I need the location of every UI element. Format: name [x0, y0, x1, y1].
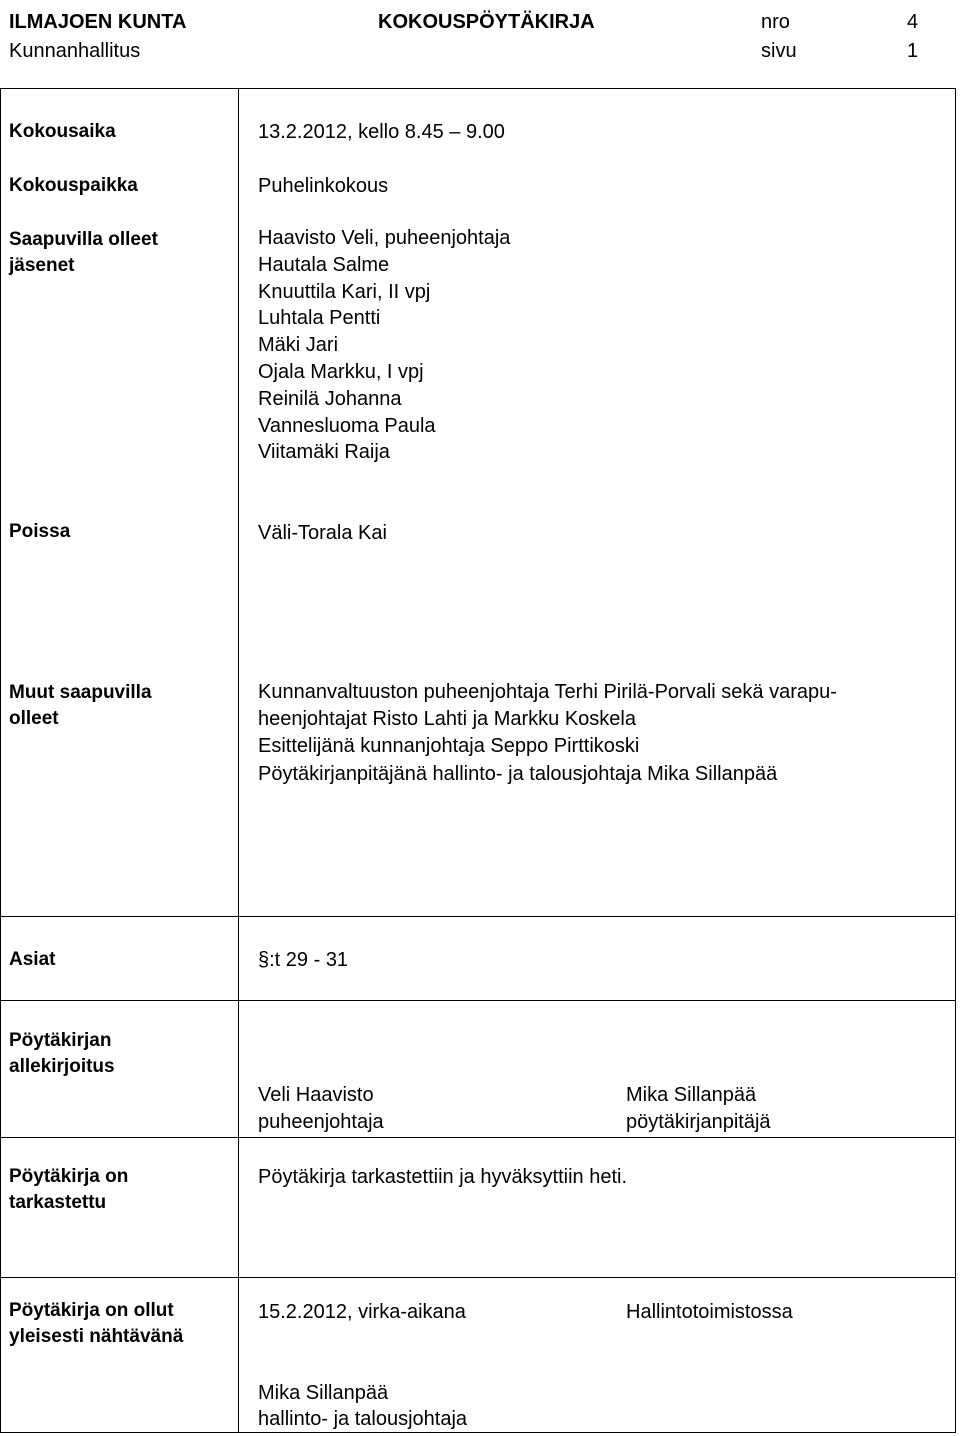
page-label: sivu	[761, 40, 797, 62]
row-divider	[0, 1277, 956, 1278]
row-divider	[0, 1137, 956, 1138]
public-display-signer-title: hallinto- ja talousjohtaja	[258, 1408, 468, 1430]
others-line: Pöytäkirjanpitäjänä hallinto- ja talousjohtaja Mika Sillanpää	[258, 762, 778, 785]
others-label-cont: olleet	[9, 708, 59, 729]
member-item: Hautala Salme	[258, 253, 390, 276]
chair-name: Veli Haavisto	[258, 1084, 374, 1106]
meeting-time-label: Kokousaika	[9, 121, 116, 142]
document-type: KOKOUSPÖYTÄKIRJA	[378, 11, 595, 33]
number-label: nro	[761, 11, 790, 33]
column-divider	[238, 88, 239, 1433]
public-display-signer-name: Mika Sillanpää	[258, 1382, 389, 1404]
member-item: Mäki Jari	[258, 334, 339, 357]
public-display-date: 15.2.2012, virka-aikana	[258, 1301, 466, 1323]
others-line: Esittelijänä kunnanjohtaja Seppo Pirttikoski	[258, 735, 640, 758]
row-divider	[0, 916, 956, 917]
meeting-time-value: 13.2.2012, kello 8.45 – 9.00	[258, 121, 505, 143]
others-text	[258, 679, 837, 788]
public-display-place: Hallintotoimistossa	[626, 1301, 793, 1323]
public-display-label-cont: yleisesti nähtävänä	[9, 1326, 184, 1347]
matters-label: Asiat	[9, 949, 56, 970]
number-value: 4	[907, 11, 919, 33]
page-number: 1	[907, 40, 919, 62]
member-item: Vannesluoma Paula	[258, 414, 436, 437]
secretary-role: pöytäkirjanpitäjä	[626, 1111, 771, 1133]
member-item: Reinilä Johanna	[258, 387, 402, 410]
members-list	[258, 225, 510, 466]
public-display-label: Pöytäkirja on ollut	[9, 1300, 174, 1321]
member-item: Ojala Markku, I vpj	[258, 360, 424, 383]
review-value: Pöytäkirja tarkastettiin ja hyväksyttiin heti.	[258, 1166, 628, 1188]
body-name: Kunnanhallitus	[9, 40, 141, 62]
matters-value: §:t 29 - 31	[258, 949, 349, 971]
review-label: Pöytäkirja on	[9, 1166, 129, 1187]
others-line: Kunnanvaltuuston puheenjohtaja Terhi Pirilä-Porvali sekä varapu-	[258, 681, 837, 703]
municipality-name: ILMAJOEN KUNTA	[9, 11, 187, 33]
absent-label: Poissa	[9, 521, 71, 542]
member-item: Viitamäki Raija	[258, 441, 390, 464]
members-label: Saapuvilla olleet	[9, 229, 158, 250]
absent-value: Väli-Torala Kai	[258, 522, 387, 544]
signature-label-cont: allekirjoitus	[9, 1056, 115, 1077]
meeting-place-label: Kokouspaikka	[9, 175, 138, 196]
review-label-cont: tarkastettu	[9, 1192, 107, 1213]
secretary-name: Mika Sillanpää	[626, 1084, 757, 1106]
others-line: heenjohtajat Risto Lahti ja Markku Koskela	[258, 708, 636, 731]
others-label: Muut saapuvilla	[9, 682, 152, 703]
meeting-place-value: Puhelinkokous	[258, 175, 389, 197]
member-item: Luhtala Pentti	[258, 307, 381, 330]
member-item: Haavisto Veli, puheenjohtaja	[258, 227, 511, 249]
member-item: Knuuttila Kari, II vpj	[258, 280, 431, 303]
chair-role: puheenjohtaja	[258, 1111, 384, 1133]
signature-label: Pöytäkirjan	[9, 1030, 112, 1051]
row-divider	[0, 1000, 956, 1001]
members-label-cont: jäsenet	[9, 255, 75, 276]
